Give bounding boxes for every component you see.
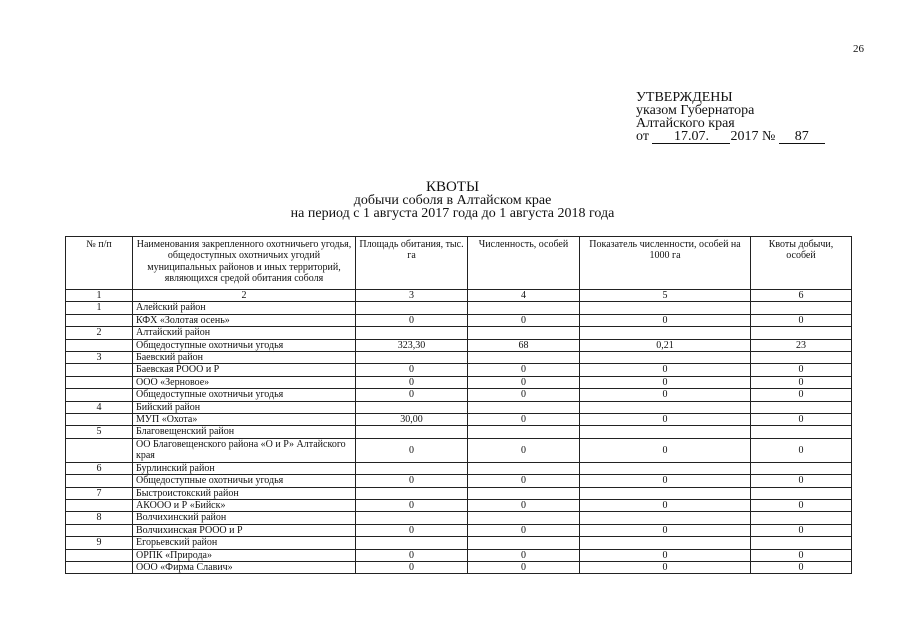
cell-quota: 0 [751,549,852,561]
table-row [66,414,852,426]
cell-area [356,426,468,438]
cell-area [356,302,468,314]
cell-quota [751,537,852,549]
cell-count: 0 [468,475,580,487]
cell-name: Быстроистокский район [133,487,356,499]
cell-index: 0 [580,438,751,462]
cell-name: Алейский район [133,302,356,314]
table-row [66,561,852,573]
column-number: 4 [468,290,580,302]
cell-count [468,426,580,438]
cell-index: 0 [580,524,751,536]
table-row [66,327,852,339]
document-title [0,181,905,220]
cell-name: Баевский район [133,352,356,364]
cell-name: Общедоступные охотничьи угодья [133,389,356,401]
cell-quota [751,462,852,474]
cell-count [468,302,580,314]
cell-area: 0 [356,549,468,561]
approval-block [636,91,825,144]
title-subtitle: добычи соболя в Алтайском крае [353,193,552,208]
page-number: 26 [853,43,864,55]
cell-area [356,537,468,549]
cell-number: 2 [66,327,133,339]
cell-area [356,512,468,524]
cell-count [468,327,580,339]
cell-area: 0 [356,561,468,573]
cell-area [356,327,468,339]
cell-index: 0 [580,364,751,376]
cell-count: 0 [468,389,580,401]
cell-quota: 0 [751,475,852,487]
table-row [66,487,852,499]
cell-name: ООО «Фирма Славич» [133,561,356,573]
cell-index: 0 [580,376,751,388]
cell-quota [751,426,852,438]
cell-area [356,462,468,474]
cell-index: 0 [580,499,751,511]
cell-area [356,487,468,499]
column-number-row [66,290,852,302]
cell-quota [751,512,852,524]
table-row [66,462,852,474]
cell-number [66,524,133,536]
table-row [66,314,852,326]
cell-name: МУП «Охота» [133,414,356,426]
cell-count: 0 [468,549,580,561]
cell-name: Алтайский район [133,327,356,339]
cell-quota: 0 [751,414,852,426]
cell-index [580,426,751,438]
cell-name: Волчихинский район [133,512,356,524]
cell-quota: 0 [751,376,852,388]
cell-index [580,401,751,413]
table-row [66,426,852,438]
approval-year: 2017 № [730,129,776,144]
title-period: на период с 1 августа 2017 года до 1 августа 2018 года [290,206,615,221]
cell-area: 0 [356,389,468,401]
cell-count: 0 [468,438,580,462]
title-main: КВОТЫ [425,179,480,195]
table-row [66,512,852,524]
cell-number: 1 [66,302,133,314]
cell-number: 3 [66,352,133,364]
quota-table [65,236,852,574]
cell-index [580,302,751,314]
table-row [66,352,852,364]
cell-name: КФХ «Золотая осень» [133,314,356,326]
cell-count [468,537,580,549]
cell-number [66,376,133,388]
cell-number [66,499,133,511]
cell-name: ОРПК «Природа» [133,549,356,561]
cell-area: 0 [356,524,468,536]
cell-name: Благовещенский район [133,426,356,438]
header-number: № п/п [66,237,133,290]
cell-name: Волчихинская РООО и Р [133,524,356,536]
cell-index [580,487,751,499]
cell-number: 8 [66,512,133,524]
cell-quota: 0 [751,364,852,376]
cell-count [468,401,580,413]
table-row [66,499,852,511]
cell-area: 0 [356,314,468,326]
header-name: Наименования закрепленного охотничьего угодья, общедоступных охотничьих угодий муниципальных районов и иных территорий, являющихся средой обитания соболя [133,237,356,290]
cell-number: 4 [66,401,133,413]
cell-quota: 0 [751,438,852,462]
cell-count [468,462,580,474]
cell-area: 323,30 [356,339,468,351]
column-number: 3 [356,290,468,302]
approval-from-prefix: от [636,129,649,144]
cell-name: Бурлинский район [133,462,356,474]
cell-area [356,352,468,364]
cell-count: 0 [468,524,580,536]
cell-quota: 23 [751,339,852,351]
cell-quota [751,401,852,413]
table-row [66,364,852,376]
cell-name: АКООО и Р «Бийск» [133,499,356,511]
cell-number: 6 [66,462,133,474]
cell-count [468,512,580,524]
cell-number [66,389,133,401]
cell-name: Баевская РООО и Р [133,364,356,376]
cell-area [356,401,468,413]
cell-name: ОО Благовещенского района «О и Р» Алтайского края [133,438,356,462]
cell-count: 68 [468,339,580,351]
cell-number [66,414,133,426]
cell-area: 0 [356,376,468,388]
cell-index [580,462,751,474]
cell-number [66,549,133,561]
cell-count: 0 [468,561,580,573]
table-row [66,475,852,487]
cell-area: 0 [356,475,468,487]
cell-index [580,537,751,549]
table-row [66,302,852,314]
column-number: 6 [751,290,852,302]
cell-index: 0 [580,549,751,561]
approval-date: 17.07. [652,130,730,144]
cell-area: 30,00 [356,414,468,426]
header-area: Площадь обитания, тыс. га [356,237,468,290]
cell-index: 0 [580,475,751,487]
table-row [66,549,852,561]
cell-quota: 0 [751,314,852,326]
column-number: 1 [66,290,133,302]
approval-title: УТВЕРЖДЕНЫ [636,90,733,105]
column-number: 5 [580,290,751,302]
cell-index [580,512,751,524]
cell-quota: 0 [751,524,852,536]
cell-count: 0 [468,364,580,376]
column-number: 2 [133,290,356,302]
cell-index: 0,21 [580,339,751,351]
header-count: Численность, особей [468,237,580,290]
cell-quota: 0 [751,389,852,401]
cell-number: 7 [66,487,133,499]
header-quota: Квоты добычи, особей [751,237,852,290]
cell-index: 0 [580,314,751,326]
cell-number [66,561,133,573]
cell-quota: 0 [751,499,852,511]
cell-quota [751,487,852,499]
cell-count [468,487,580,499]
cell-count [468,352,580,364]
table-row [66,339,852,351]
approval-line-region: Алтайского края [636,116,735,131]
table-row [66,376,852,388]
approval-date-line [636,130,825,144]
cell-name: Общедоступные охотничьи угодья [133,339,356,351]
cell-number [66,475,133,487]
cell-name: Бийский район [133,401,356,413]
cell-count: 0 [468,499,580,511]
table-row [66,401,852,413]
cell-count: 0 [468,376,580,388]
approval-number: 87 [779,130,825,144]
table-header-row [66,237,852,290]
cell-index: 0 [580,561,751,573]
table-row [66,438,852,462]
cell-name: Общедоступные охотничьи угодья [133,475,356,487]
cell-number [66,438,133,462]
cell-quota [751,327,852,339]
cell-index: 0 [580,389,751,401]
cell-name: Егорьевский район [133,537,356,549]
table-row [66,524,852,536]
cell-index: 0 [580,414,751,426]
cell-area: 0 [356,438,468,462]
cell-name: ООО «Зерновое» [133,376,356,388]
approval-line-decree: указом Губернатора [636,103,755,118]
cell-quota [751,352,852,364]
cell-count: 0 [468,414,580,426]
table-row [66,537,852,549]
cell-index [580,352,751,364]
cell-count: 0 [468,314,580,326]
cell-area: 0 [356,364,468,376]
cell-area: 0 [356,499,468,511]
cell-number: 9 [66,537,133,549]
table-row [66,389,852,401]
cell-number [66,314,133,326]
cell-index [580,327,751,339]
cell-number [66,339,133,351]
cell-number: 5 [66,426,133,438]
cell-quota: 0 [751,561,852,573]
cell-number [66,364,133,376]
cell-quota [751,302,852,314]
header-index: Показатель численности, особей на 1000 га [580,237,751,290]
